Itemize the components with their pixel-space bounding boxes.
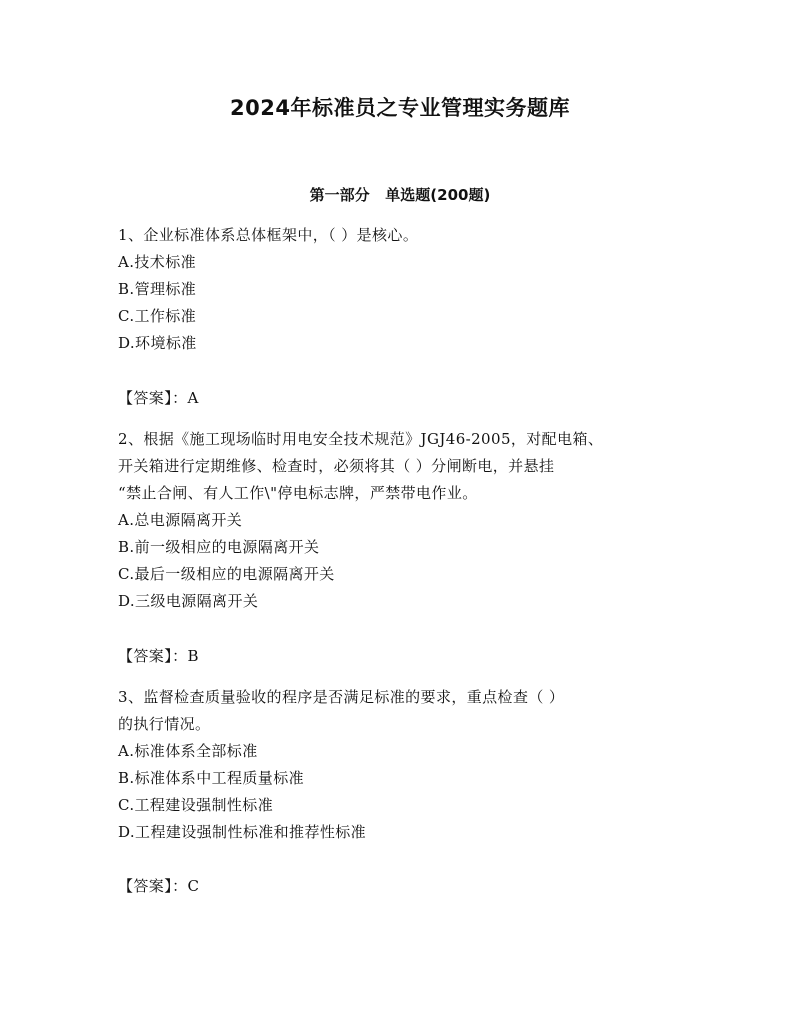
option-c: C.工作标准	[118, 307, 197, 325]
question-2	[118, 426, 678, 615]
question-stem-line: 3、监督检查质量验收的程序是否满足标准的要求，重点检查（ ）	[118, 688, 565, 706]
option-c: C.工程建设强制性标准	[118, 796, 274, 814]
option-a: A.标准体系全部标准	[118, 742, 258, 760]
question-stem-line: “禁止合闸、有人工作\"停电标志牌，严禁带电作业。	[118, 484, 478, 502]
option-d: D.三级电源隔离开关	[118, 592, 259, 610]
option-a: A.技术标准	[118, 253, 197, 271]
question-1	[118, 222, 678, 357]
question-stem-line: 的执行情况。	[118, 715, 211, 733]
answer-1: 【答案】：A	[118, 389, 199, 407]
document-title: 2024年标准员之专业管理实务题库	[230, 96, 570, 120]
option-b: B.标准体系中工程质量标准	[118, 769, 304, 787]
question-stem-line: 2、根据《施工现场临时用电安全技术规范》JGJ46-2005，对配电箱、	[118, 430, 604, 448]
option-c: C.最后一级相应的电源隔离开关	[118, 565, 335, 583]
option-b: B.前一级相应的电源隔离开关	[118, 538, 320, 556]
question-stem-line: 开关箱进行定期维修、检查时，必须将其（ ）分闸断电，并悬挂	[118, 457, 555, 475]
option-b: B.管理标准	[118, 280, 197, 298]
option-d: D.环境标准	[118, 334, 197, 352]
question-3	[118, 684, 678, 846]
answer-2: 【答案】：B	[118, 647, 199, 665]
section-title: 第一部分 单选题(200题)	[309, 186, 491, 204]
option-a: A.总电源隔离开关	[118, 511, 243, 529]
answer-3: 【答案】：C	[118, 877, 200, 895]
question-stem: 1、企业标准体系总体框架中，（ ）是核心。	[118, 226, 419, 244]
option-d: D.工程建设强制性标准和推荐性标准	[118, 823, 367, 841]
